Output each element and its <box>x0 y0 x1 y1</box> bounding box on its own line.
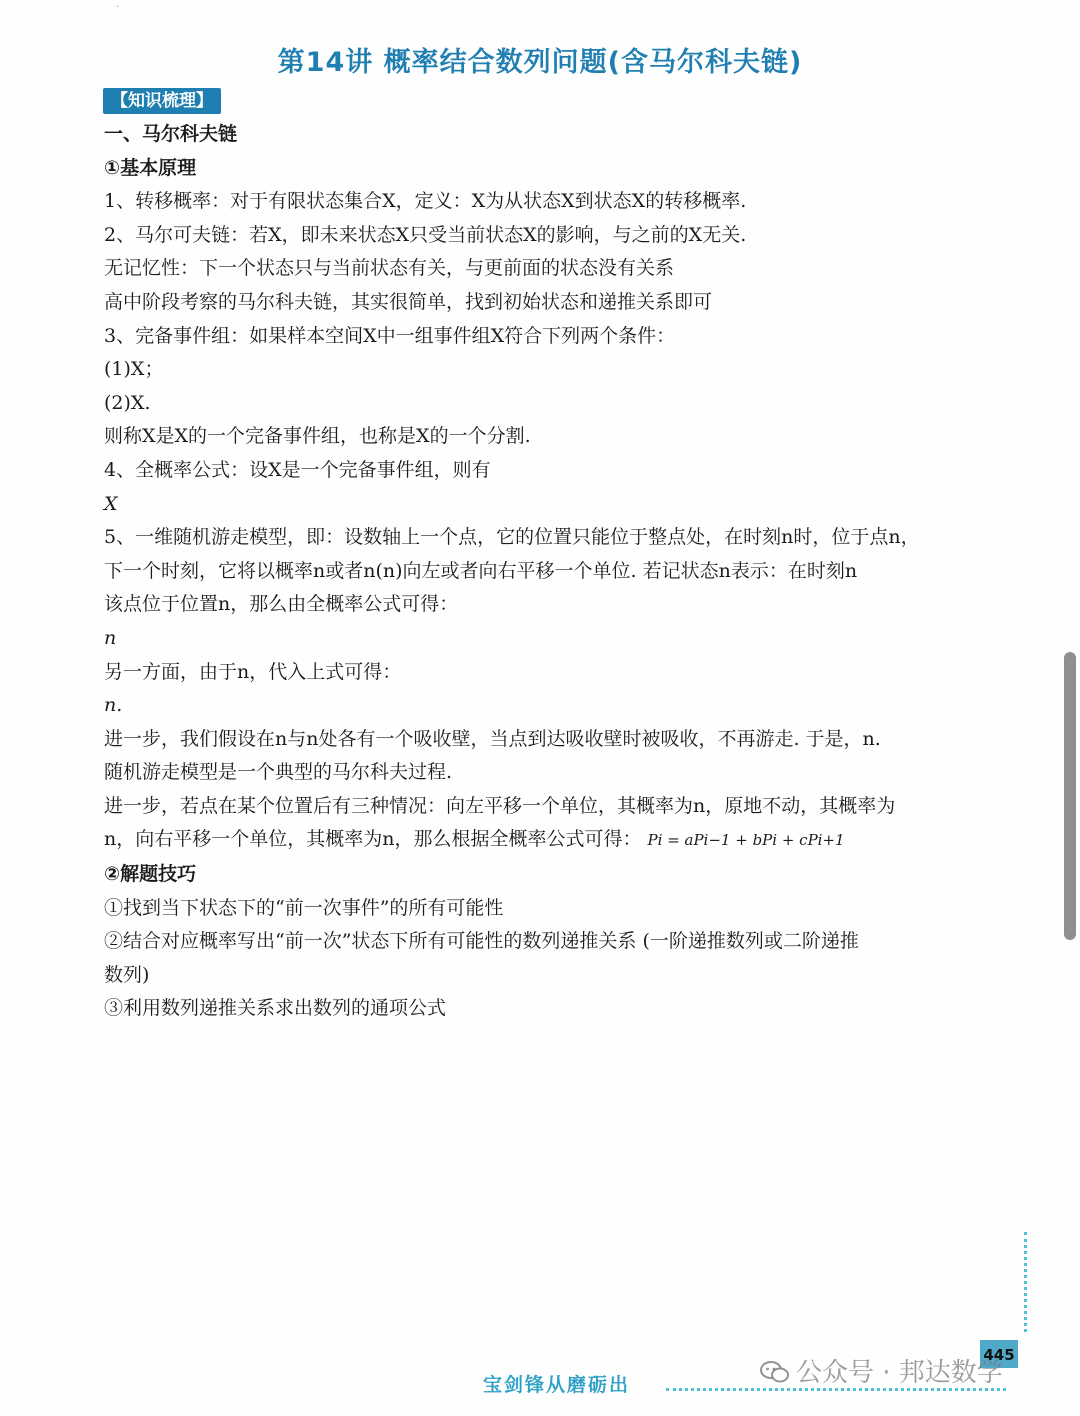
tip-item: ①找到当下状态下的“前一次事件”的所有可能性 <box>104 896 504 919</box>
decorative-dotted-line-vertical <box>1024 1232 1027 1332</box>
text-line: 进一步，若点在某个位置后有三种情况：向左平移一个单位，其概率为n，原地不动，其概率为 <box>104 794 896 817</box>
total-probability-formula: Pi = aPi−1 + bPi + cPi+1 <box>647 831 845 850</box>
text-line: 高中阶段考察的马尔科夫链，其实很简单，找到初始状态和递推关系即可 <box>104 290 713 313</box>
text-line: 另一方面，由于n，代入上式可得： <box>104 660 402 683</box>
text-line: 则称X是X的一个完备事件组，也称是X的一个分割. <box>104 425 531 448</box>
text-line: 2、马尔可夫链：若X，即未来状态X只受当前状态X的影响，与之前的X无关. <box>104 223 747 246</box>
footer-slogan: 宝剑锋从磨砺出 <box>483 1374 631 1396</box>
text-line-body: n，向右平移一个单位，其概率为n，那么根据全概率公式可得： <box>104 828 642 851</box>
text-line: 该点位于位置n，那么由全概率公式可得： <box>104 593 459 616</box>
watermark <box>760 1352 1003 1389</box>
text-line: (1)X； <box>104 358 164 381</box>
text-line: 3、完备事件组：如果样本空间X中一组事件组X符合下列两个条件： <box>104 324 676 347</box>
heading-markov-chain: 一、马尔科夫链 <box>104 123 238 145</box>
heading-basic-principle: ①基本原理 <box>104 156 197 179</box>
tip-item: ②结合对应概率写出“前一次”状态下所有可能性的数列递推关系 (一阶递推数列或二阶递推 <box>104 930 859 953</box>
section-tag: 【知识梳理】 <box>103 88 221 114</box>
scrollbar-thumb[interactable] <box>1064 652 1076 940</box>
document-body <box>104 118 984 1026</box>
text-line: 无记忆性：下一个状态只与当前状态有关，与更前面的状态没有关系 <box>104 257 675 280</box>
text-line: 1、转移概率：对于有限状态集合X，定义：X为从状态X到状态X的转移概率. <box>104 190 747 213</box>
text-line: n. <box>104 694 123 717</box>
text-line: 进一步，我们假设在n与n处各有一个吸收壁，当点到达吸收壁时被吸收，不再游走. 于是，n. <box>104 727 881 750</box>
text-line: (2)X. <box>104 391 151 414</box>
text-line-with-formula <box>104 823 984 858</box>
page-title: 第14讲 概率结合数列问题(含马尔科夫链) <box>277 47 803 78</box>
heading-solving-tips: ②解题技巧 <box>104 863 197 886</box>
text-line: 下一个时刻，它将以概率n或者n(n)向左或者向右平移一个单位. 若记状态n表示：在时刻n <box>104 559 858 582</box>
page-number: 445 <box>980 1340 1018 1368</box>
tip-item: 数列) <box>104 963 150 986</box>
text-line: n <box>104 626 117 649</box>
tip-item: ③利用数列递推关系求出数列的通项公式 <box>104 997 447 1020</box>
text-line: X <box>104 492 118 515</box>
text-line: 随机游走模型是一个典型的马尔科夫过程. <box>104 761 453 784</box>
corner-mark: · <box>116 2 120 13</box>
text-line: 4、全概率公式：设X是一个完备事件组，则有 <box>104 458 491 481</box>
text-line: 5、一维随机游走模型，即：设数轴上一个点，它的位置只能位于整点处，在时刻n时，位于点n， <box>104 526 920 549</box>
wechat-icon <box>760 1360 790 1384</box>
watermark-text: 公众号 · 邦达数学 <box>796 1358 1003 1388</box>
